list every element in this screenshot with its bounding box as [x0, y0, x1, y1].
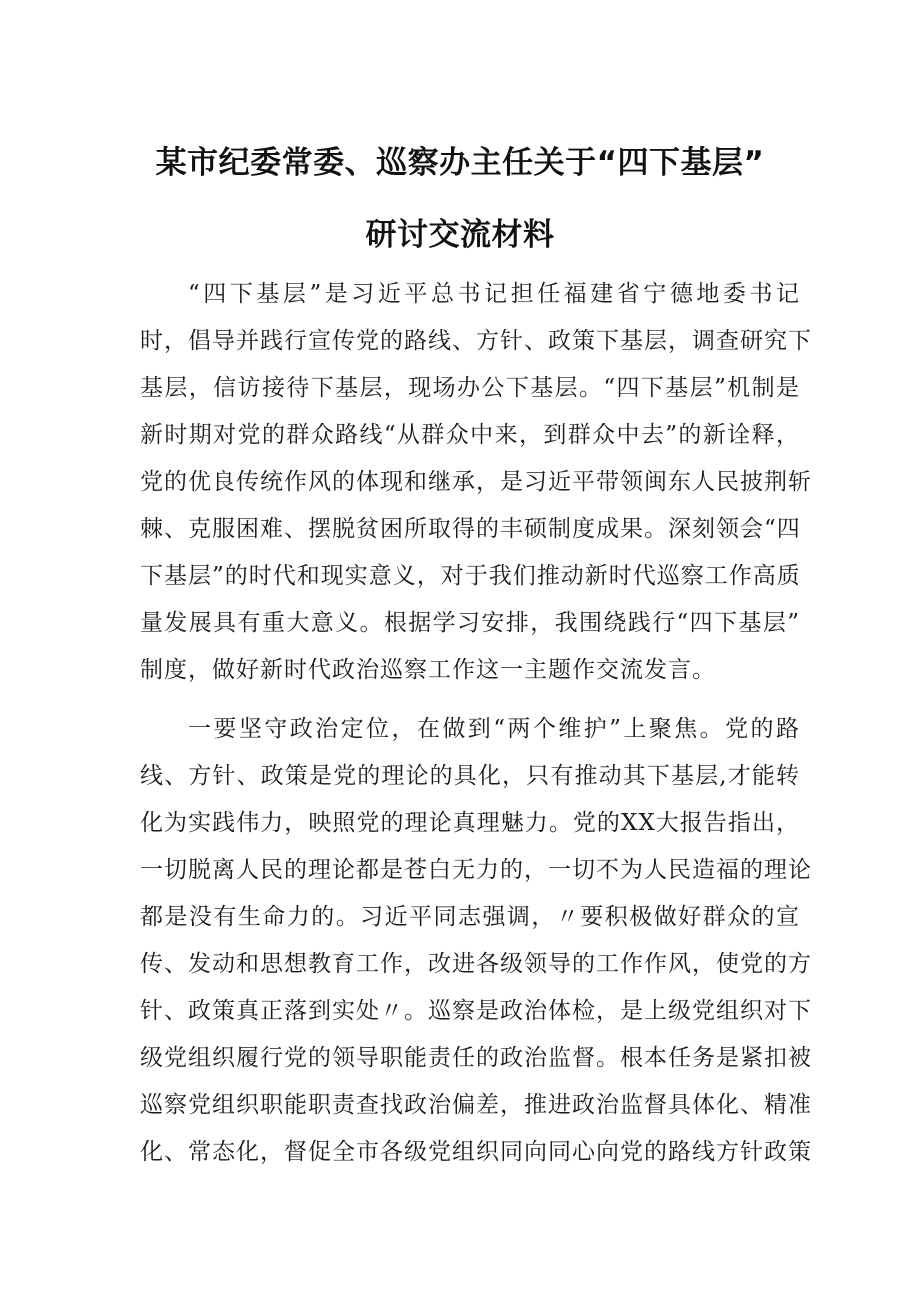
paragraph-1-line: 党的优良传统作风的体现和继承，是习近平带领闽东人民披荆斩	[140, 469, 812, 495]
paragraph-2-line: 巡察党组织职能职责查找政治偏差，推进政治监督具体化、精准	[140, 1092, 812, 1118]
document-title-line-1: 某市纪委常委、巡察办主任关于“四下基层”	[155, 145, 765, 181]
paragraph-1-line: “四下基层”是习近平总书记担任福建省宁德地委书记	[188, 281, 800, 307]
paragraph-1-line: 基层，信访接待下基层，现场办公下基层。“四下基层”机制是	[140, 375, 800, 401]
paragraph-2-line: 都是没有生命力的。习近平同志强调，〃要积极做好群众的宣	[140, 904, 800, 930]
paragraph-1-line: 下基层”的时代和现实意义，对于我们推动新时代巡察工作高质	[140, 563, 801, 589]
paragraph-2-line: 化、常态化，督促全市各级党组织同向同心向党的路线方针政策	[140, 1139, 812, 1165]
paragraph-1-line: 制度，做好新时代政治巡察工作这一主题作交流发言。	[140, 657, 716, 683]
paragraph-2-line: 传、发动和思想教育工作，改进各级领导的工作作风，使党的方	[140, 951, 812, 977]
paragraph-2-line: 一切脱离人民的理论都是苍白无力的，一切不为人民造福的理论	[140, 857, 812, 883]
paragraph-2-line: 一要坚守政治定位，在做到“两个维护”上聚焦。党的路	[188, 716, 800, 742]
paragraph-2-line: 化为实践伟力，映照党的理论真理魅力。党的XX大报告指出，	[140, 810, 800, 836]
document-title-line-2: 研讨交流材料	[365, 217, 555, 253]
paragraph-2-line: 级党组织履行党的领导职能责任的政治监督。根本任务是紧扣被	[140, 1045, 812, 1071]
paragraph-2-line: 针、政策真正落到实处〃。巡察是政治体检，是上级党组织对下	[140, 998, 812, 1024]
paragraph-1-line: 时，倡导并践行宣传党的路线、方针、政策下基层，调查研究下	[140, 328, 812, 354]
paragraph-1-line: 新时期对党的群众路线“从群众中来，到群众中去”的新诠释，	[140, 422, 800, 448]
paragraph-1-line: 棘、克服困难、摆脱贫困所取得的丰硕制度成果。深刻领会“四	[140, 516, 801, 542]
paragraph-2-line: 线、方针、政策是党的理论的具化，只有推动其下基层,才能转	[140, 763, 800, 789]
paragraph-1-line: 量发展具有重大意义。根据学习安排，我围绕践行“四下基层”	[140, 610, 800, 636]
